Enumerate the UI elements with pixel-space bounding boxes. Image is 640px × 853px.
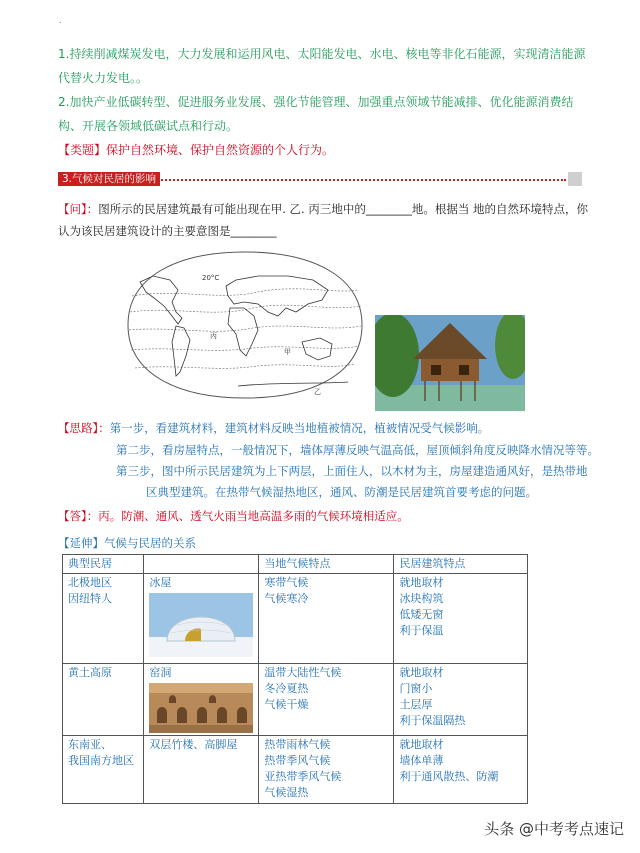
row3-climate: 热带雨林气候 热带季风气候 亚热带季风气候 气候湿热 [259, 736, 394, 804]
igloo-photo [149, 593, 253, 657]
question-text: 图所示的民居建筑最有可能出现在甲. 乙. 丙三地中的________地。根据当 地的自然环境特点，你认为该民居建筑设计的主要意图是________ [58, 202, 589, 238]
paragraph-2: 2.加快产业低碳转型、促进服务业发展、强化节能管理、加强重点领域节能减排、优化能源消费结构、开展各领域低碳试点和行动。 [58, 95, 574, 133]
row1-climate: 寒带气候 气候寒冷 [259, 574, 394, 664]
thinking-step-1: 第一步，看建筑材料，建筑材料反映当地植被情况，植被情况受气候影响。 [109, 421, 490, 435]
header-mark: ˙ [58, 22, 63, 32]
row2-features: 就地取材 门窗小 土层厚 利于保温隔热 [394, 664, 528, 736]
map-label-jia: 甲 [284, 348, 291, 356]
row3-house: 双层竹楼、高脚屋 [144, 736, 259, 804]
world-isotherm-map [118, 246, 372, 404]
map-label-yi: 乙 [314, 388, 321, 396]
paragraph-1: 1.持续削减煤炭发电，大力发展和运用风电、太阳能发电、水电、核电等非化石能源，实现清洁能源代替火力发电。。 [58, 47, 586, 85]
extension-title: 【延伸】气候与民居的关系 [58, 536, 196, 550]
similar-topic: 【类题】保护自然环境、保护自然资源的个人行为。 [58, 143, 335, 157]
row1-house: 冰屋 [144, 574, 259, 664]
thinking-step-3a: 第三步，图中所示民居建筑为上下两层，上面住人，以木材为主，房屋建造通风好，是热带地 [116, 464, 588, 478]
table-row [63, 574, 528, 664]
question [58, 198, 593, 242]
map-label-bing: 丙 [210, 332, 217, 340]
table-row [63, 664, 528, 736]
row3-region: 东南亚、 我国南方地区 [63, 736, 144, 804]
watermark: 头条 @中考考点速记 [484, 820, 624, 838]
thinking-step-2: 第二步，看房屋特点，一般情况下，墙体厚薄反映气温高低，屋顶倾斜角度反映降水情况等等。 [116, 443, 599, 457]
section-header [58, 172, 582, 186]
map-label-isotherm: 20°C [202, 274, 220, 282]
table-header-row [63, 555, 528, 574]
row2-region: 黄土高原 [63, 664, 144, 736]
cave-dwelling-photo [149, 683, 253, 733]
header-features: 民居建筑特点 [394, 555, 528, 574]
header-climate: 当地气候特点 [259, 555, 394, 574]
question-prefix: 【问】： [58, 202, 99, 216]
header-image [144, 555, 259, 574]
section-title: 3.气候对民居的影响 [58, 172, 160, 186]
climate-dwelling-table [62, 554, 528, 804]
row1-region: 北极地区 因纽特人 [63, 574, 144, 664]
row3-features: 就地取材 墙体单薄 利于通风散热、防潮 [394, 736, 528, 804]
row1-features: 就地取材 冰块构筑 低矮无窗 利于保温 [394, 574, 528, 664]
table-row [63, 736, 528, 804]
row2-house: 窑洞 [144, 664, 259, 736]
section-end-box [568, 172, 582, 186]
thinking-step-3b: 区典型建筑。在热带气候湿热地区，通风、防潮是民居建筑首要考虑的问题。 [146, 485, 537, 499]
answer: 【答】：丙。防潮、通风、透气火雨当地高温多雨的气候环境相适应。 [58, 509, 409, 523]
thinking-prefix: 【思路】： [58, 421, 110, 435]
header-dwelling: 典型民居 [63, 555, 144, 574]
stilt-house-photo [375, 315, 525, 411]
section-divider [158, 179, 566, 181]
row2-climate: 温带大陆性气候 冬冷夏热 气候干燥 [259, 664, 394, 736]
